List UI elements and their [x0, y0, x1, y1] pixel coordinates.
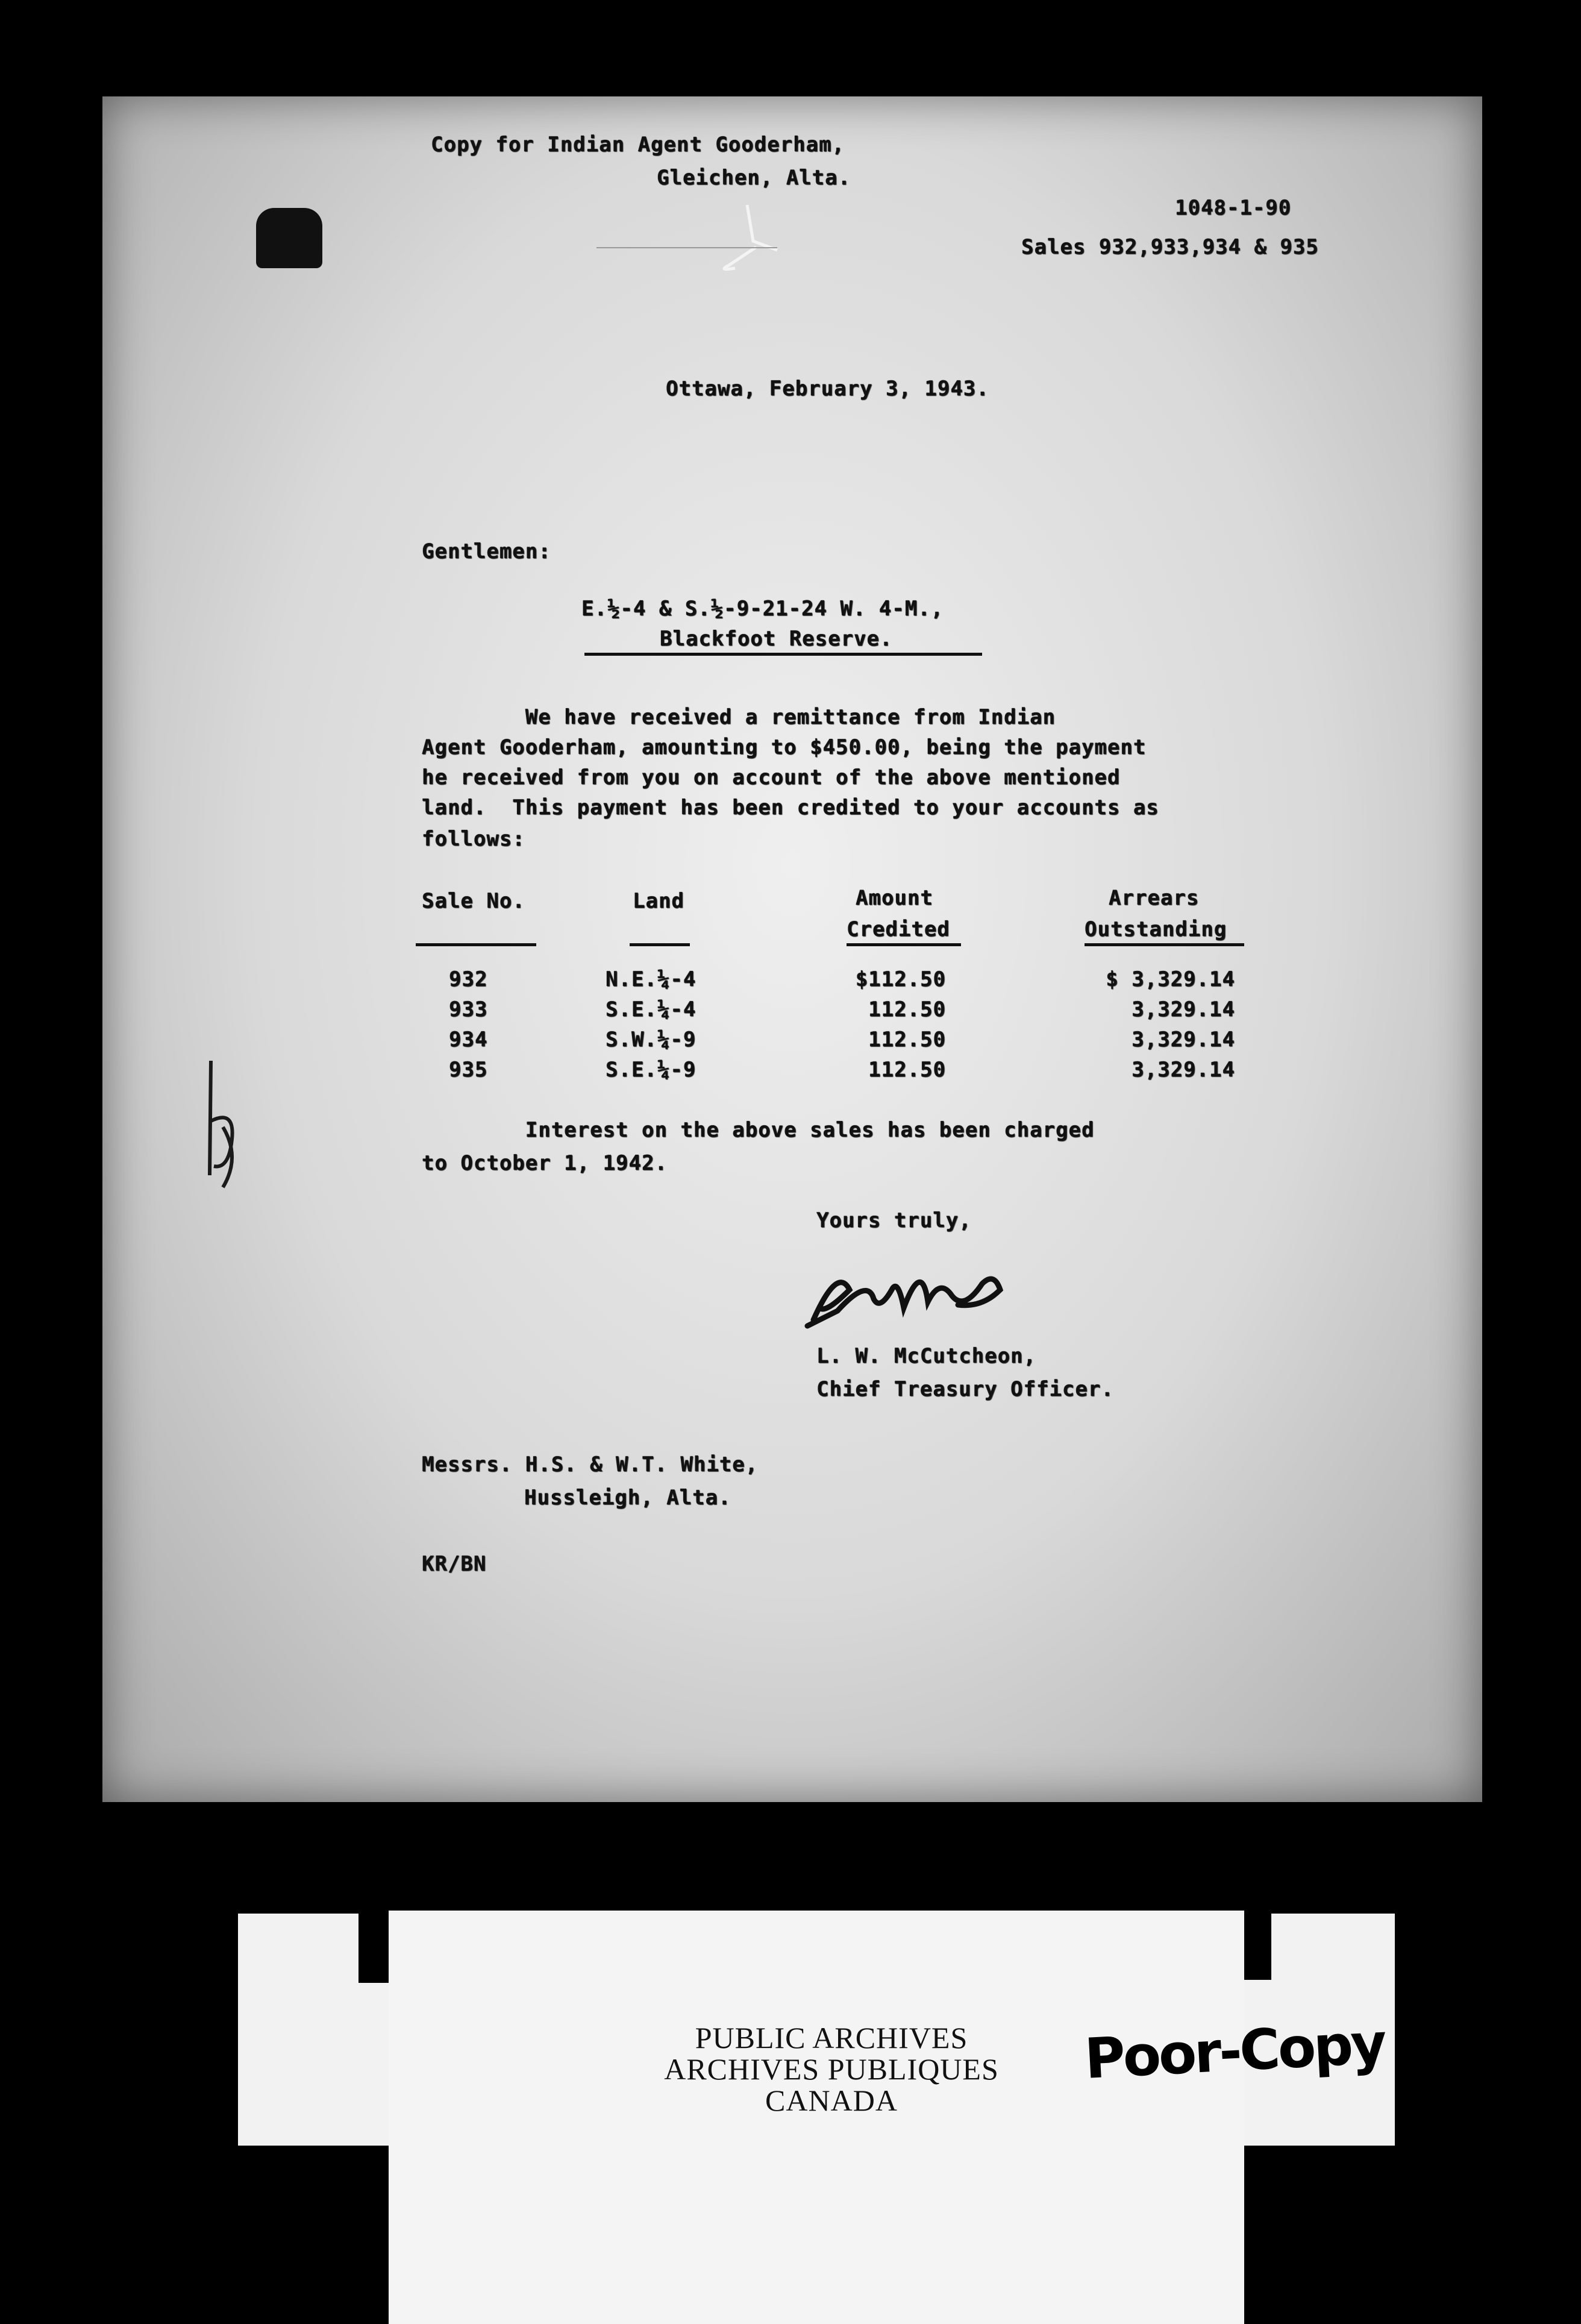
body-line-2: Agent Gooderham, amounting to $450.00, being the payment — [422, 735, 1147, 759]
letter-date: Ottawa, February 3, 1943. — [666, 377, 989, 401]
header-rule-land — [630, 943, 690, 946]
row-amount: 112.50 — [868, 1028, 946, 1052]
subject-line-1: E.½-4 & S.½-9-21-24 W. 4-M., — [581, 597, 944, 621]
archive-card — [389, 1911, 1244, 2324]
row-sale: 933 — [449, 997, 488, 1022]
row-amount: 112.50 — [868, 997, 946, 1022]
header-rule-arrears — [1085, 943, 1244, 946]
body-line-1: We have received a remittance from Indian — [422, 705, 1056, 729]
header-arrears-1: Arrears — [1109, 886, 1200, 910]
file-reference: 1048-1-90 — [1175, 196, 1292, 220]
pencil-mark — [705, 193, 795, 283]
header-amount-2: Credited — [847, 917, 950, 941]
dotted-rule — [596, 247, 777, 248]
signer-title: Chief Treasury Officer. — [816, 1377, 1114, 1401]
row-sale: 934 — [449, 1028, 488, 1052]
copy-location-line: Gleichen, Alta. — [657, 166, 851, 190]
typist-initials: KR/BN — [422, 1552, 487, 1576]
header-rule-amount — [847, 943, 961, 946]
row-land: S.E.¼-9 — [606, 1058, 697, 1082]
archive-line-3: CANADA — [765, 2084, 898, 2117]
poor-copy-note: Poor-Copy — [1083, 2011, 1386, 2091]
body-line-5: follows: — [422, 827, 525, 851]
header-amount-1: Amount — [856, 886, 933, 910]
row-arrears: 3,329.14 — [1132, 1058, 1235, 1082]
archive-line-1: PUBLIC ARCHIVES — [695, 2021, 968, 2055]
interest-line-2: to October 1, 1942. — [422, 1151, 668, 1175]
salutation: Gentlemen: — [422, 539, 551, 564]
row-land: N.E.¼-4 — [606, 967, 697, 991]
archive-label — [603, 2022, 1060, 2116]
interest-line-1: Interest on the above sales has been charged — [422, 1118, 1095, 1142]
copy-for-line: Copy for Indian Agent Gooderham, — [431, 133, 845, 157]
row-amount: $112.50 — [855, 967, 946, 991]
header-land: Land — [633, 889, 684, 913]
stamp-mark — [256, 208, 322, 268]
signer-name: L. W. McCutcheon, — [816, 1344, 1036, 1368]
row-land: S.W.¼-9 — [606, 1028, 697, 1052]
row-arrears: 3,329.14 — [1132, 997, 1235, 1022]
row-land: S.E.¼-4 — [606, 997, 697, 1022]
row-sale: 932 — [449, 967, 488, 991]
card-notch-left — [358, 1914, 389, 1983]
archive-line-2: ARCHIVES PUBLIQUES — [664, 2052, 999, 2086]
letter-page — [102, 96, 1482, 1802]
closing: Yours truly, — [816, 1208, 972, 1233]
header-sale-no: Sale No. — [422, 889, 525, 913]
card-notch-right — [1244, 1914, 1271, 1980]
subject-line-2: Blackfoot Reserve. — [660, 627, 893, 651]
row-arrears: $ 3,329.14 — [1106, 967, 1235, 991]
sales-reference: Sales 932,933,934 & 935 — [1021, 235, 1319, 259]
body-line-4: land. This payment has been credited to your accounts as — [422, 796, 1159, 820]
row-arrears: 3,329.14 — [1132, 1028, 1235, 1052]
body-line-3: he received from you on account of the above mentioned — [422, 765, 1121, 790]
row-amount: 112.50 — [868, 1058, 946, 1082]
margin-pencil-mark — [199, 1055, 253, 1193]
header-arrears-2: Outstanding — [1085, 917, 1227, 941]
header-rule-sale — [416, 943, 536, 946]
signature — [801, 1254, 1018, 1338]
recipient-line-1: Messrs. H.S. & W.T. White, — [422, 1452, 759, 1477]
recipient-line-2: Hussleigh, Alta. — [524, 1486, 731, 1510]
subject-underline — [584, 653, 982, 656]
row-sale: 935 — [449, 1058, 488, 1082]
